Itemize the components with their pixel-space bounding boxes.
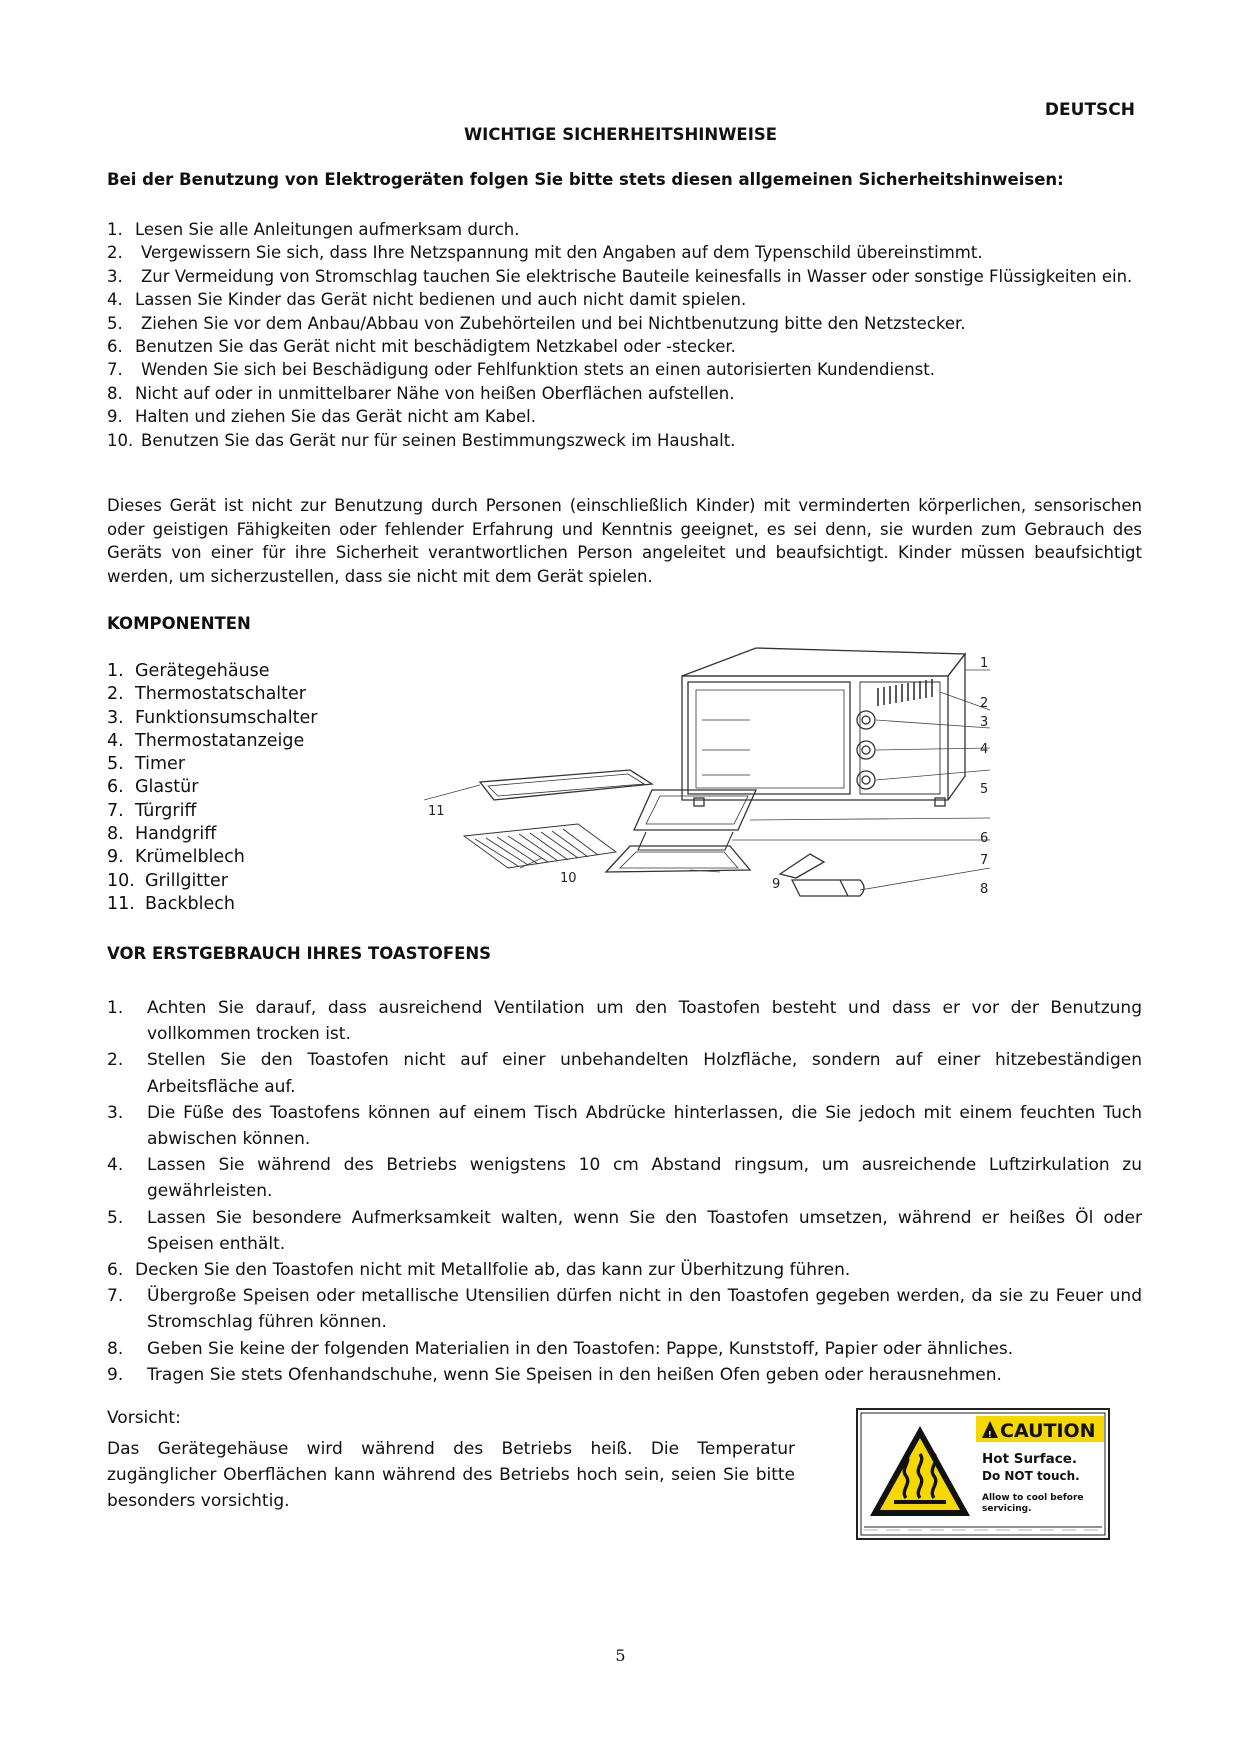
item-number: 3. <box>107 707 124 728</box>
list-item <box>107 1362 1142 1388</box>
item-text: Nicht auf oder in unmittelbarer Nähe von heißen Oberflächen aufstellen. <box>135 383 735 403</box>
oven-body <box>682 648 965 806</box>
list-item <box>107 870 427 893</box>
caution-label: Vorsicht: <box>107 1408 181 1428</box>
item-number: 6. <box>107 1260 124 1281</box>
item-text: Die Füße des Toastofens können auf einem Tisch Abdrücke hinterlassen, die Sie jedoch mit einem feuchten Tuch abwischen können. <box>147 1102 1142 1150</box>
item-text: Zur Vermeidung von Stromschlag tauchen Sie elektrische Bauteile keinesfalls in Wasser oder sonstige Flüssigkeiten ein. <box>141 266 1133 286</box>
item-text: Thermostatanzeige <box>135 730 305 751</box>
item-number: 1. <box>107 220 123 239</box>
item-text: Vergewissern Sie sich, dass Ihre Netzspannung mit den Angaben auf dem Typenschild übereinstimmt. <box>141 243 983 263</box>
item-text: Ziehen Sie vor dem Anbau/Abbau von Zubehörteilen und bei Nichtbenutzung bitte den Netzstecker. <box>141 313 966 333</box>
list-item <box>107 405 1142 428</box>
list-item <box>107 800 427 823</box>
item-number: 5. <box>107 1207 124 1228</box>
item-text: Grillgitter <box>145 870 228 891</box>
item-text: Gerätegehäuse <box>135 661 270 681</box>
item-text: Übergroße Speisen oder metallische Utensilien dürfen nicht in den Toastofen gegeben werden, da sie zu Feuer und Stromschlag führen können. <box>147 1286 1142 1333</box>
item-text: Lassen Sie während des Betriebs wenigstens 10 cm Abstand ringsum, um ausreichende Luftzirkulation zu gewährleisten. <box>147 1155 1142 1202</box>
list-item <box>107 1100 1142 1152</box>
toaster-oven-diagram <box>420 640 1010 915</box>
item-number: 3. <box>107 266 123 286</box>
sign-line-1: Hot Surface. <box>982 1451 1077 1467</box>
components-list <box>107 660 427 916</box>
item-text: Lassen Sie Kinder das Gerät nicht bedienen und auch nicht damit spielen. <box>135 290 747 310</box>
diagram-label-3: 3 <box>980 715 989 730</box>
list-item <box>107 429 1142 452</box>
diagram-label-4: 4 <box>980 742 989 757</box>
hot-surface-caution-sign <box>856 1408 1110 1540</box>
item-text: Funktionsumschalter <box>135 707 318 728</box>
list-item <box>107 241 1142 264</box>
item-number: 4. <box>107 730 124 751</box>
item-number: 7. <box>107 360 123 380</box>
list-item <box>107 776 427 799</box>
item-number: 5. <box>107 754 124 775</box>
list-item <box>107 312 1142 335</box>
page-title: WICHTIGE SICHERHEITSHINWEISE <box>463 125 777 144</box>
item-text: Geben Sie keine der folgenden Materialien in den Toastofen: Pappe, Kunststoff, Papier oder ähnliches. <box>147 1338 1014 1359</box>
list-item <box>107 1336 1142 1362</box>
diagram-labels <box>428 656 988 897</box>
item-number: 2. <box>107 684 124 705</box>
list-item <box>107 660 427 683</box>
caution-header-text: CAUTION <box>1000 1420 1096 1442</box>
diagram-label-8: 8 <box>980 882 989 897</box>
item-number: 5. <box>107 313 123 333</box>
diagram-label-11: 11 <box>428 804 445 819</box>
list-item <box>107 995 1142 1047</box>
list-item <box>107 707 427 730</box>
hot-surface-warning-icon <box>865 1417 975 1523</box>
item-text: Achten Sie darauf, dass ausreichend Ventilation um den Toastofen besteht und dass er vor der Benutzung vollkommen trocken ist. <box>147 998 1142 1045</box>
item-text: Halten und ziehen Sie das Gerät nicht am Kabel. <box>135 407 537 427</box>
item-number: 9. <box>107 407 123 427</box>
item-text: Benutzen Sie das Gerät nur für seinen Bestimmungszweck im Haushalt. <box>141 430 736 450</box>
list-item <box>107 288 1142 311</box>
list-item <box>107 1047 1142 1099</box>
language-label: DEUTSCH <box>1044 100 1135 120</box>
diagram-label-2: 2 <box>980 696 989 711</box>
item-number: 7. <box>107 1286 124 1307</box>
item-number: 8. <box>107 1338 124 1359</box>
item-text: Handgriff <box>135 824 217 845</box>
item-number: 1. <box>107 998 124 1018</box>
diagram-label-10: 10 <box>560 871 577 886</box>
sign-line-2: Do NOT touch. <box>982 1469 1080 1483</box>
sign-line-4: servicing. <box>982 1504 1032 1514</box>
item-number: 9. <box>107 1364 124 1385</box>
baking-tray <box>480 770 652 800</box>
diagram-label-1: 1 <box>980 656 989 671</box>
list-item <box>107 683 427 706</box>
item-text: Glastür <box>135 777 199 798</box>
glass-door <box>634 790 756 850</box>
item-text: Decken Sie den Toastofen nicht mit Metallfolie ab, das kann zur Überhitzung führen. <box>135 1260 851 1281</box>
item-text: Stellen Sie den Toastofen nicht auf einer unbehandelten Holzfläche, sondern auf einer hitzebeständigen Arbeitsfläche auf. <box>147 1050 1142 1097</box>
components-heading: KOMPONENTEN <box>107 614 251 633</box>
item-text: Wenden Sie sich bei Beschädigung oder Fehlfunktion stets an einen autorisierten Kundendienst. <box>141 360 935 380</box>
list-item <box>107 1257 1142 1283</box>
diagram-label-9: 9 <box>772 877 781 892</box>
item-number: 4. <box>107 1155 124 1176</box>
grill-rack <box>464 824 616 868</box>
svg-text:!: ! <box>988 1430 992 1439</box>
diagram-label-7: 7 <box>980 853 989 868</box>
list-item <box>107 893 427 916</box>
item-number: 4. <box>107 290 123 310</box>
caution-text: Das Gerätegehäuse wird während des Betriebs heiß. Die Temperatur zugänglicher Oberflächen kann während des Betriebs hoch sein, seien Sie bitte besonders vorsichtig. <box>107 1439 795 1511</box>
item-number: 3. <box>107 1102 124 1123</box>
item-text: Tragen Sie stets Ofenhandschuhe, wenn Sie Speisen in den heißen Ofen geben oder herausnehmen. <box>147 1364 1002 1385</box>
caution-header <box>976 1416 1104 1442</box>
item-text: Thermostatschalter <box>135 684 306 705</box>
item-number: 6. <box>107 777 124 798</box>
item-text: Timer <box>135 754 186 775</box>
item-text: Backblech <box>145 893 235 914</box>
item-number: 11. <box>107 893 135 914</box>
safety-paragraph: Dieses Gerät ist nicht zur Benutzung durch Personen (einschließlich Kinder) mit verminderten körperlichen, sensorischen oder geistigen Fähigkeiten oder fehlender Erfahrung und Kenntnis geeignet, es sei denn, sie wurden zum Gebrauch des Geräts von einer für ihre Sicherheit verantwortlichen Person angeleitet und beaufsichtigt. Kinder müssen beaufsichtigt werden, um sicherzustellen, dass sie nicht mit dem Gerät spielen. <box>107 496 1142 586</box>
list-item <box>107 730 427 753</box>
sign-line-3: Allow to cool before <box>982 1493 1084 1503</box>
item-text: Lassen Sie besondere Aufmerksamkeit walten, wenn Sie den Toastofen umsetzen, während er heißes Öl oder Speisen enthält. <box>147 1207 1142 1254</box>
first-use-list <box>107 995 1142 1388</box>
safety-intro: Bei der Benutzung von Elektrogeräten folgen Sie bitte stets diesen allgemeinen Sicherheitshinweisen: <box>107 170 1064 189</box>
list-item <box>107 1205 1142 1257</box>
page-number: 5 <box>615 1646 626 1665</box>
list-item <box>107 1283 1142 1335</box>
list-item <box>107 846 427 869</box>
first-use-heading: VOR ERSTGEBRAUCH IHRES TOASTOFENS <box>107 944 492 963</box>
list-item <box>107 382 1142 405</box>
item-number: 1. <box>107 661 124 681</box>
item-number: 6. <box>107 337 123 357</box>
item-number: 9. <box>107 847 124 868</box>
item-number: 8. <box>107 824 124 845</box>
item-text: Krümelblech <box>135 847 245 868</box>
item-number: 10. <box>107 430 134 450</box>
list-item <box>107 1152 1142 1204</box>
diagram-label-6: 6 <box>980 831 989 846</box>
list-item <box>107 823 427 846</box>
list-item <box>107 265 1142 288</box>
list-item <box>107 218 1142 241</box>
item-text: Benutzen Sie das Gerät nicht mit beschädigtem Netzkabel oder -stecker. <box>135 337 736 357</box>
diagram-label-5: 5 <box>980 782 989 797</box>
item-text: Lesen Sie alle Anleitungen aufmerksam durch. <box>135 220 520 239</box>
list-item <box>107 358 1142 381</box>
item-number: 10. <box>107 870 135 891</box>
list-item <box>107 753 427 776</box>
item-number: 2. <box>107 1050 124 1071</box>
item-text: Türgriff <box>135 800 197 821</box>
list-item <box>107 335 1142 358</box>
item-number: 8. <box>107 383 123 403</box>
item-number: 7. <box>107 800 124 821</box>
item-number: 2. <box>107 243 123 263</box>
safety-list <box>107 218 1142 452</box>
oven-handle <box>780 854 864 896</box>
